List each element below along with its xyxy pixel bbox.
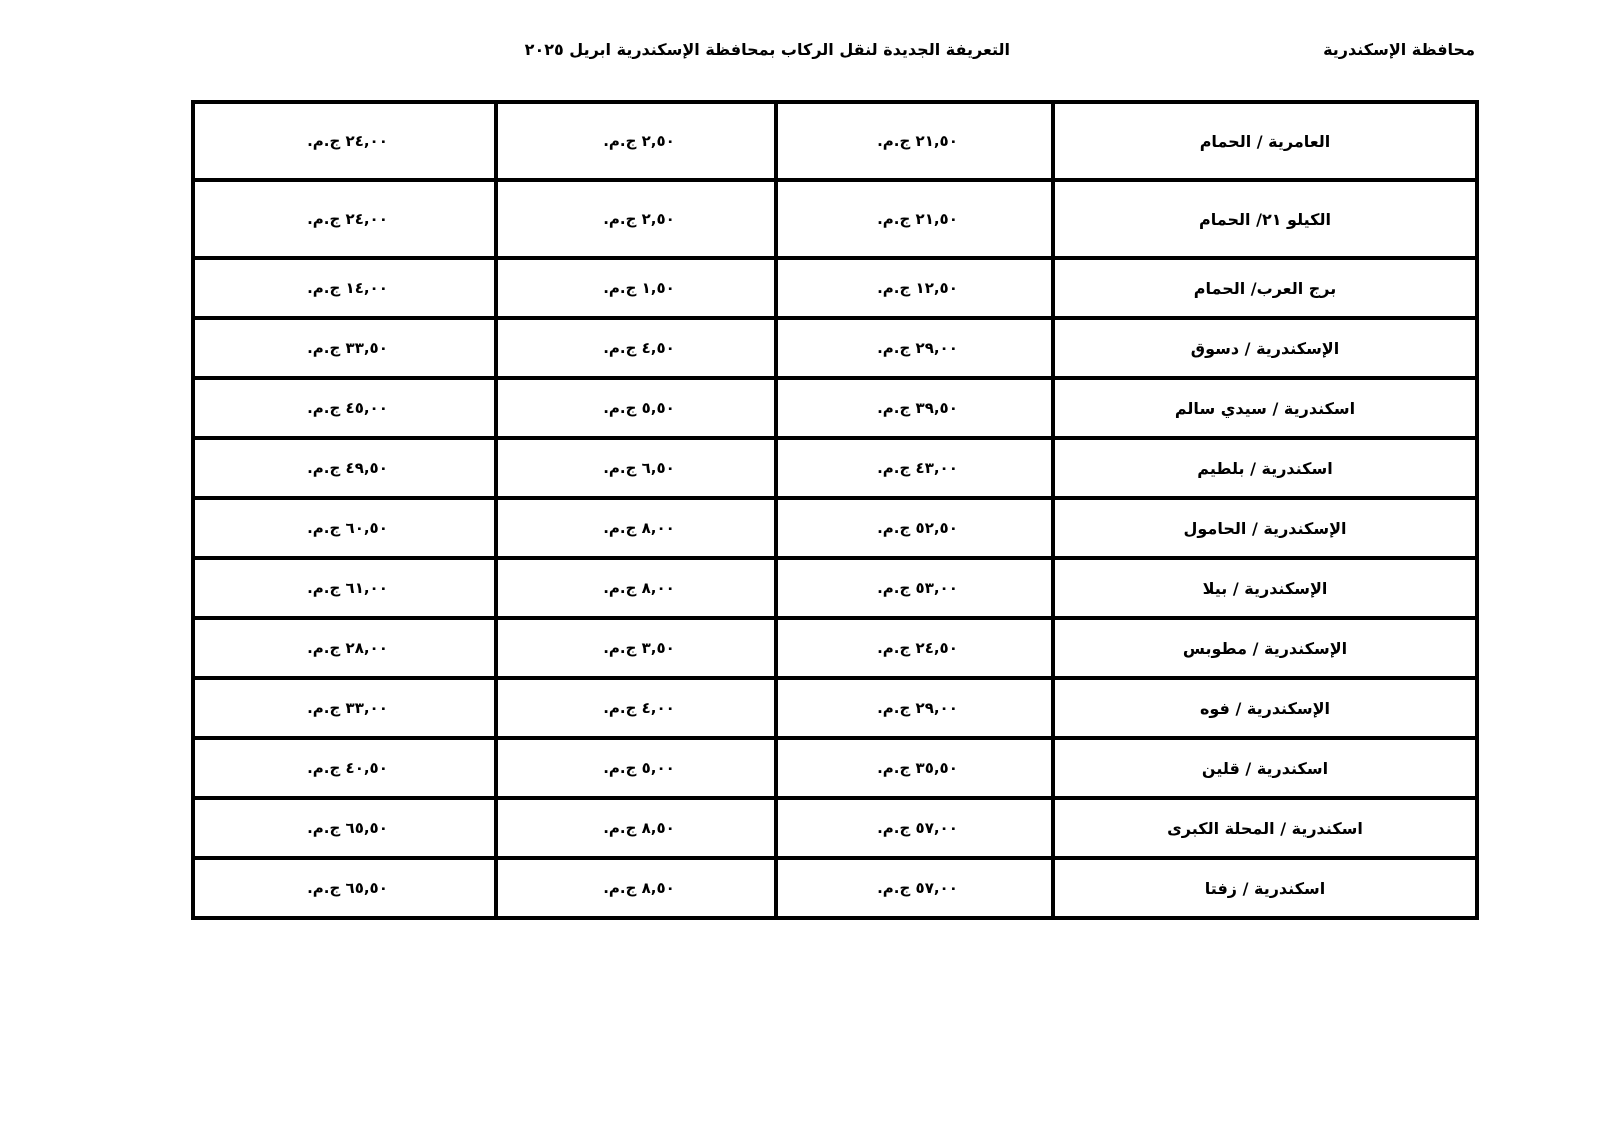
- total-fare-cell: [193, 618, 496, 678]
- addition-cell: [496, 678, 776, 738]
- addition: ٥,٥٠ ج.م.: [603, 399, 675, 417]
- table-row: [193, 180, 1477, 258]
- route-name: الكيلو ٢١/ الحمام: [1199, 209, 1331, 229]
- route-name: الإسكندرية / مطوبس: [1182, 638, 1348, 658]
- route-cell: [1053, 738, 1477, 798]
- addition-cell: [496, 318, 776, 378]
- addition: ٨,٥٠ ج.م.: [603, 879, 675, 897]
- addition: ٨,٠٠ ج.م.: [603, 579, 675, 597]
- route-name: الإسكندرية / بيلا: [1202, 578, 1328, 598]
- total-fare-cell: [193, 678, 496, 738]
- addition-cell: [496, 180, 776, 258]
- route-cell: [1053, 378, 1477, 438]
- total-fare: ٢٤,٠٠ ج.م.: [307, 132, 388, 150]
- base-fare: ٢٩,٠٠ ج.م.: [877, 699, 958, 717]
- base-fare: ٣٥,٥٠ ج.م.: [877, 759, 958, 777]
- total-fare: ٢٤,٠٠ ج.م.: [307, 210, 388, 228]
- total-fare: ٦٥,٥٠ ج.م.: [307, 879, 388, 897]
- base-fare: ٢١,٥٠ ج.م.: [877, 132, 958, 150]
- total-fare-cell: [193, 102, 496, 180]
- base-fare-cell: [776, 318, 1053, 378]
- base-fare: ٢٤,٥٠ ج.م.: [877, 639, 958, 657]
- route-cell: [1053, 258, 1477, 318]
- route-name: اسكندرية / المحلة الكبرى: [1167, 818, 1363, 838]
- base-fare-cell: [776, 258, 1053, 318]
- total-fare: ١٤,٠٠ ج.م.: [307, 279, 388, 297]
- base-fare-cell: [776, 678, 1053, 738]
- route-name: اسكندرية / زفتا: [1204, 878, 1326, 898]
- route-name: الإسكندرية / فوه: [1199, 698, 1331, 718]
- route-cell: [1053, 798, 1477, 858]
- table-row: [193, 378, 1477, 438]
- table-row: [193, 858, 1477, 918]
- base-fare-cell: [776, 498, 1053, 558]
- base-fare-cell: [776, 618, 1053, 678]
- route-cell: [1053, 858, 1477, 918]
- total-fare-cell: [193, 438, 496, 498]
- total-fare: ٣٣,٥٠ ج.م.: [307, 339, 388, 357]
- route-cell: [1053, 180, 1477, 258]
- base-fare: ٢١,٥٠ ج.م.: [877, 210, 958, 228]
- table-row: [193, 798, 1477, 858]
- addition-cell: [496, 558, 776, 618]
- route-name: الإسكندرية / الحامول: [1183, 518, 1347, 538]
- base-fare: ٥٢,٥٠ ج.م.: [877, 519, 958, 537]
- table-row: [193, 618, 1477, 678]
- addition-cell: [496, 102, 776, 180]
- addition: ٦,٥٠ ج.م.: [603, 459, 675, 477]
- route-cell: [1053, 618, 1477, 678]
- base-fare: ٣٩,٥٠ ج.م.: [877, 399, 958, 417]
- route-cell: [1053, 102, 1477, 180]
- page-title: التعريفة الجديدة لنقل الركاب بمحافظة الإسكندرية ابريل ٢٠٢٥: [524, 40, 1010, 59]
- base-fare-cell: [776, 558, 1053, 618]
- total-fare-cell: [193, 738, 496, 798]
- addition: ٣,٥٠ ج.م.: [603, 639, 675, 657]
- total-fare-cell: [193, 558, 496, 618]
- base-fare-cell: [776, 378, 1053, 438]
- addition: ١,٥٠ ج.م.: [603, 279, 675, 297]
- table-row: [193, 258, 1477, 318]
- total-fare: ٦٠,٥٠ ج.م.: [307, 519, 388, 537]
- route-name: اسكندرية / قلين: [1201, 758, 1329, 778]
- table-row: [193, 438, 1477, 498]
- addition-cell: [496, 738, 776, 798]
- total-fare: ٦١,٠٠ ج.م.: [307, 579, 388, 597]
- route-cell: [1053, 498, 1477, 558]
- base-fare: ٥٣,٠٠ ج.م.: [877, 579, 958, 597]
- base-fare-cell: [776, 438, 1053, 498]
- addition-cell: [496, 498, 776, 558]
- base-fare: ٤٣,٠٠ ج.م.: [877, 459, 958, 477]
- route-cell: [1053, 558, 1477, 618]
- total-fare-cell: [193, 498, 496, 558]
- total-fare: ٦٥,٥٠ ج.م.: [307, 819, 388, 837]
- table-row: [193, 318, 1477, 378]
- total-fare-cell: [193, 318, 496, 378]
- total-fare: ٣٣,٠٠ ج.م.: [307, 699, 388, 717]
- fare-table: [191, 100, 1479, 920]
- total-fare: ٢٨,٠٠ ج.م.: [307, 639, 388, 657]
- base-fare: ١٢,٥٠ ج.م.: [877, 279, 958, 297]
- route-name: الإسكندرية / دسوق: [1190, 338, 1340, 358]
- base-fare: ٥٧,٠٠ ج.م.: [877, 819, 958, 837]
- table-row: [193, 558, 1477, 618]
- addition-cell: [496, 798, 776, 858]
- base-fare-cell: [776, 858, 1053, 918]
- total-fare: ٤٠,٥٠ ج.م.: [307, 759, 388, 777]
- route-name: العامرية / الحمام: [1199, 131, 1331, 151]
- addition-cell: [496, 858, 776, 918]
- total-fare-cell: [193, 798, 496, 858]
- table-row: [193, 102, 1477, 180]
- addition: ٥,٠٠ ج.م.: [603, 759, 675, 777]
- total-fare-cell: [193, 258, 496, 318]
- base-fare-cell: [776, 798, 1053, 858]
- route-name: اسكندرية / بلطيم: [1197, 458, 1333, 478]
- route-cell: [1053, 438, 1477, 498]
- total-fare-cell: [193, 378, 496, 438]
- addition: ٢,٥٠ ج.م.: [603, 132, 675, 150]
- table-row: [193, 498, 1477, 558]
- route-cell: [1053, 318, 1477, 378]
- addition-cell: [496, 378, 776, 438]
- table-row: [193, 738, 1477, 798]
- total-fare: ٤٩,٥٠ ج.م.: [307, 459, 388, 477]
- route-cell: [1053, 678, 1477, 738]
- table-row: [193, 678, 1477, 738]
- addition: ٨,٠٠ ج.م.: [603, 519, 675, 537]
- base-fare-cell: [776, 738, 1053, 798]
- route-name: برج العرب/ الحمام: [1193, 278, 1337, 298]
- base-fare-cell: [776, 180, 1053, 258]
- base-fare-cell: [776, 102, 1053, 180]
- addition-cell: [496, 258, 776, 318]
- total-fare: ٤٥,٠٠ ج.م.: [307, 399, 388, 417]
- route-name: اسكندرية / سيدي سالم: [1174, 398, 1356, 418]
- addition-cell: [496, 438, 776, 498]
- addition: ٢,٥٠ ج.م.: [603, 210, 675, 228]
- total-fare-cell: [193, 858, 496, 918]
- addition: ٤,٥٠ ج.م.: [603, 339, 675, 357]
- base-fare: ٢٩,٠٠ ج.م.: [877, 339, 958, 357]
- addition: ٤,٠٠ ج.م.: [603, 699, 675, 717]
- addition: ٨,٥٠ ج.م.: [603, 819, 675, 837]
- governorate-label: محافظة الإسكندرية: [1323, 40, 1475, 59]
- addition-cell: [496, 618, 776, 678]
- base-fare: ٥٧,٠٠ ج.م.: [877, 879, 958, 897]
- total-fare-cell: [193, 180, 496, 258]
